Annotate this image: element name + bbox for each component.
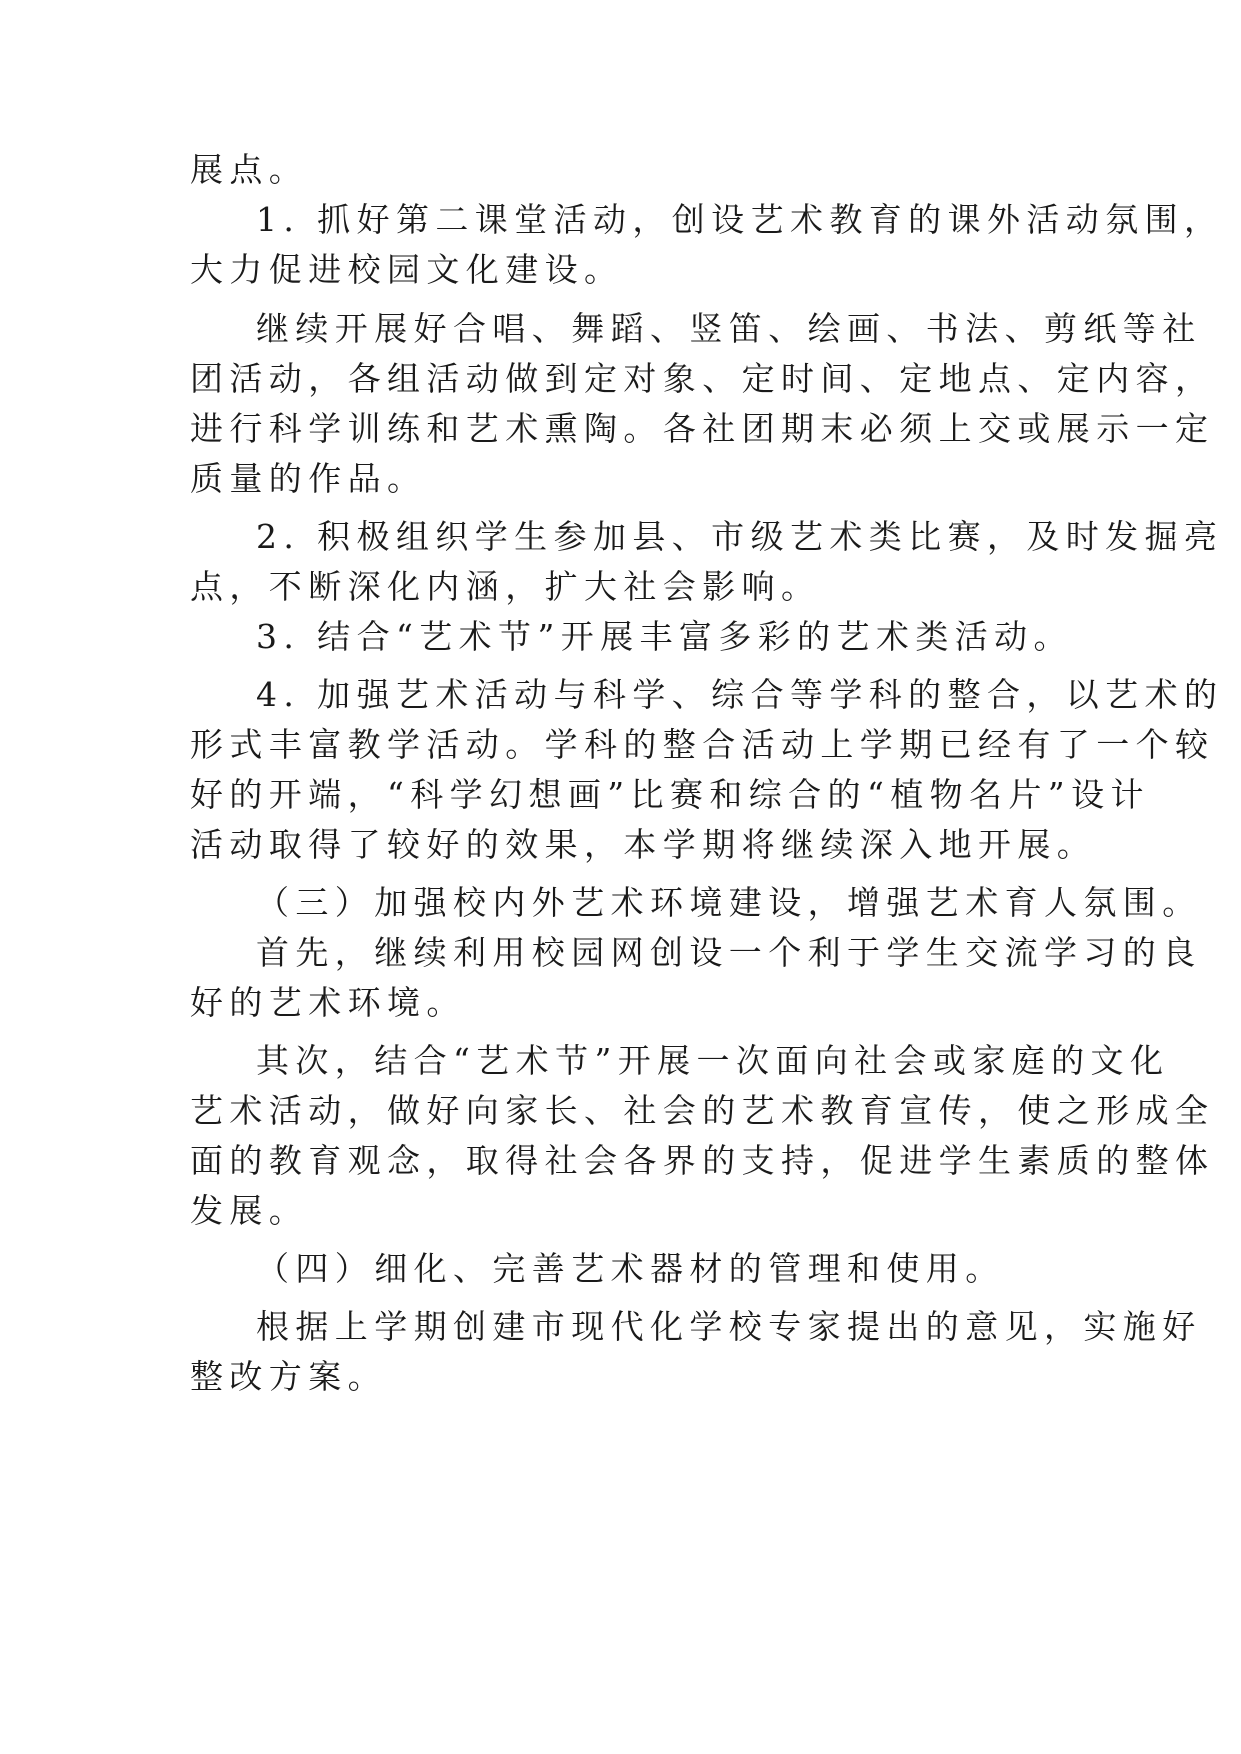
text-line: 进行科学训练和艺术熏陶。各社团期末必须上交或展示一定 xyxy=(190,409,1215,448)
text-line: 整改方案。 xyxy=(190,1357,387,1396)
text-line: 好的开端，“科学幻想画”比赛和综合的“植物名片”设计 xyxy=(190,775,1150,814)
text-line: 发展。 xyxy=(190,1191,309,1230)
text-line: 质量的作品。 xyxy=(190,459,427,498)
paragraph-start: 其次，结合“艺术节”开展一次面向社会或家庭的文化 xyxy=(256,1041,1170,1080)
paragraph-start: 首先，继续利用校园网创设一个利于学生交流学习的良 xyxy=(256,933,1202,972)
paragraph-start: 根据上学期创建市现代化学校专家提出的意见，实施好 xyxy=(256,1307,1202,1346)
section-heading-3: （三）加强校内外艺术环境建设，增强艺术育人氛围。 xyxy=(256,883,1202,922)
list-item-3: 3. 结合“艺术节”开展丰富多彩的艺术类活动。 xyxy=(256,617,1073,656)
text-line: 好的艺术环境。 xyxy=(190,983,466,1022)
section-heading-4: （四）细化、完善艺术器材的管理和使用。 xyxy=(256,1249,1005,1288)
paragraph-start: 继续开展好合唱、舞蹈、竖笛、绘画、书法、剪纸等社 xyxy=(256,309,1202,348)
list-item-4: 4. 加强艺术活动与科学、综合等学科的整合，以艺术的 xyxy=(256,675,1224,714)
text-line: 展点。 xyxy=(190,150,309,189)
list-item-2: 2. 积极组织学生参加县、市级艺术类比赛，及时发掘亮 xyxy=(256,517,1224,556)
text-line: 活动取得了较好的效果，本学期将继续深入地开展。 xyxy=(190,825,1097,864)
text-line: 形式丰富教学活动。学科的整合活动上学期已经有了一个较 xyxy=(190,725,1215,764)
text-line: 点，不断深化内涵，扩大社会影响。 xyxy=(190,567,821,606)
text-line: 面的教育观念，取得社会各界的支持，促进学生素质的整体 xyxy=(190,1141,1215,1180)
text-line: 艺术活动，做好向家长、社会的艺术教育宣传，使之形成全 xyxy=(190,1091,1215,1130)
text-line: 团活动，各组活动做到定对象、定时间、定地点、定内容， xyxy=(190,359,1215,398)
list-item-1: 1. 抓好第二课堂活动，创设艺术教育的课外活动氛围， xyxy=(256,200,1224,239)
text-line: 大力促进校园文化建设。 xyxy=(190,250,624,289)
